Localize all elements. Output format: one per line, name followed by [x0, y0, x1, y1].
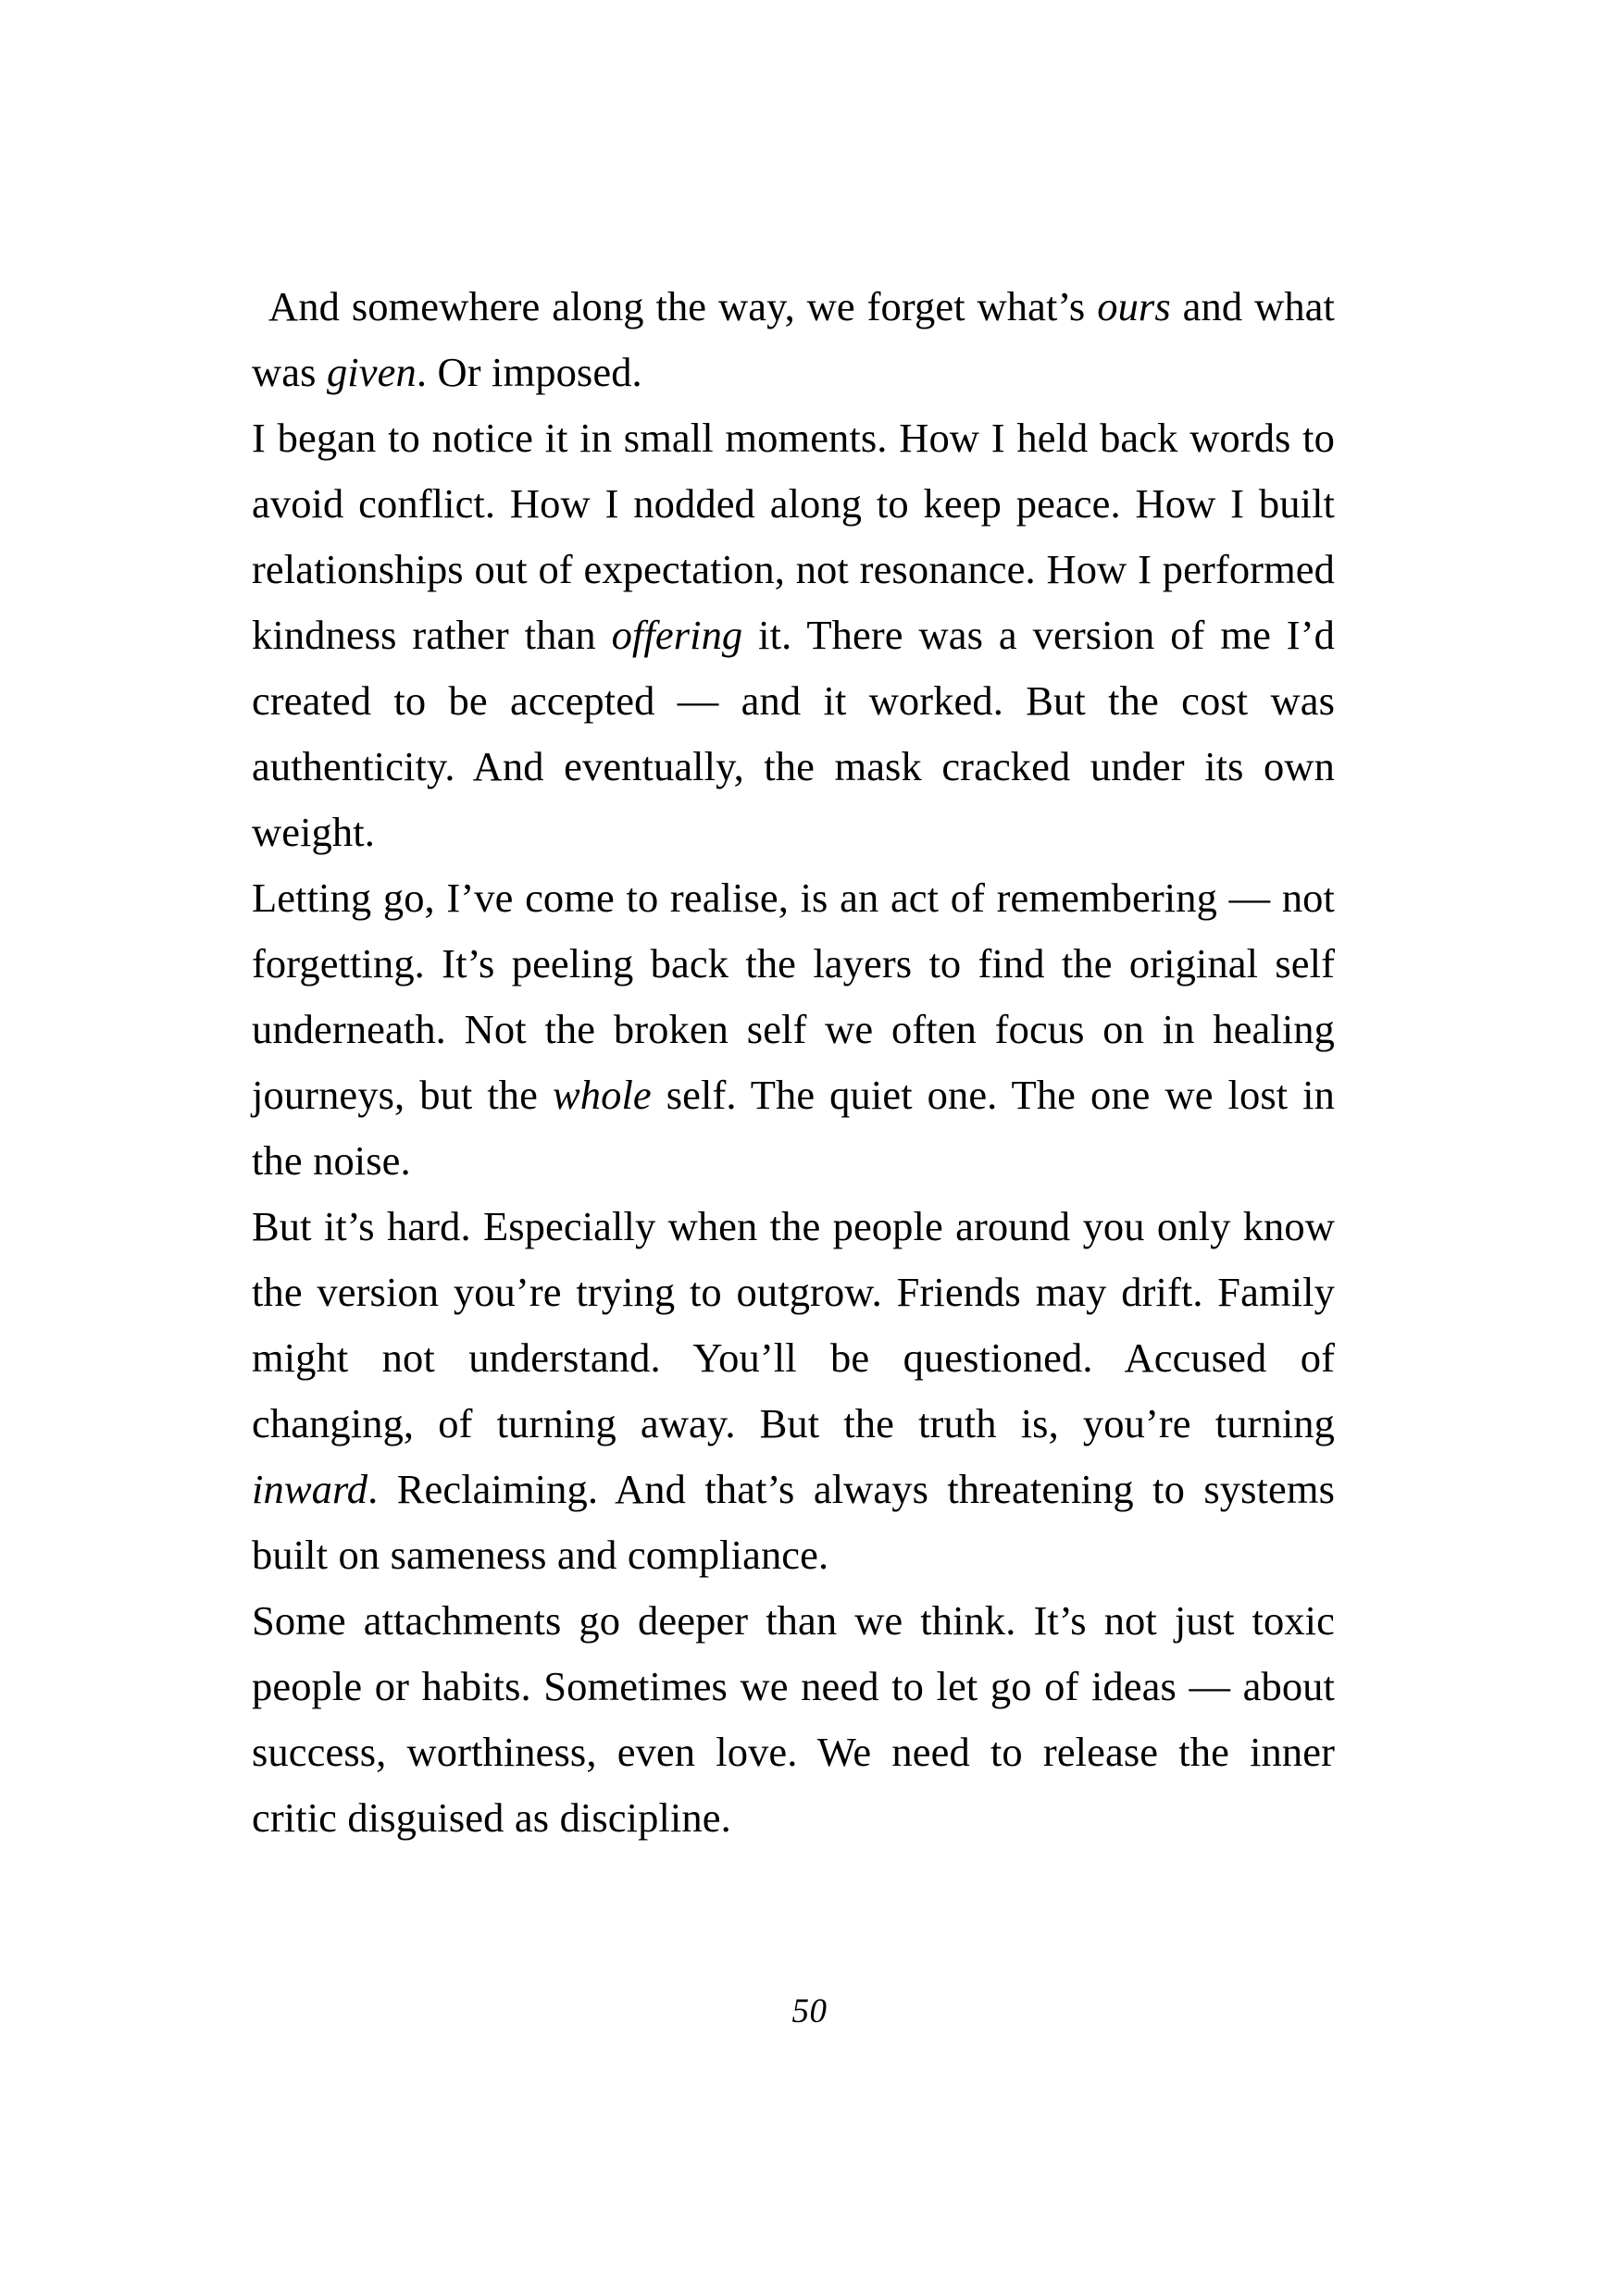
paragraph-2: [252, 405, 1335, 865]
page-text-block: [252, 274, 1335, 1851]
body-text: And somewhere along the way, we forget what’s: [268, 283, 1098, 329]
paragraph-5: [252, 1588, 1335, 1851]
emphasis-text: ours: [1097, 283, 1171, 329]
paragraph-1: [252, 274, 1335, 405]
body-text: . Or imposed.: [416, 349, 642, 395]
body-text: Letting go, I’ve come to realise, is an act of remembering — not forgetting. It’s peeling back the layers to find the original self underneath. Not the broken self we often focus on in healing journeys, but the: [252, 875, 1335, 1118]
page-number: 50: [791, 1992, 828, 2030]
body-text: . Reclaiming. And that’s always threatening to systems built on sameness and compliance.: [252, 1466, 1335, 1578]
paragraph-3: [252, 865, 1335, 1194]
body-text: and what was: [252, 283, 1335, 395]
emphasis-text: given: [326, 349, 417, 395]
emphasis-text: inward: [252, 1466, 368, 1512]
body-text: I began to notice it in small moments. How I held back words to avoid conflict. How I nodded along to keep peace. How I built relationships out of expectation, not resonance. How I performed kindness rather than: [252, 415, 1335, 658]
body-text: But it’s hard. Especially when the people around you only know the version you’re trying to outgrow. Friends may drift. Family might not understand. You’ll be questioned. Accused of changing, of turning away. But the truth is, you’re turning: [252, 1203, 1335, 1446]
emphasis-text: offering: [611, 612, 743, 658]
body-text: self. The quiet one. The one we lost in the noise.: [252, 1072, 1335, 1184]
emphasis-text: whole: [552, 1072, 652, 1118]
body-text: it. There was a version of me I’d created to be accepted — and it worked. But the cost was authenticity. And eventually, the mask cracked under its own weight.: [252, 612, 1335, 855]
body-text: Some attachments go deeper than we think. It’s not just toxic people or habits. Sometimes we need to let go of ideas — about success, worthiness, even love. We need to release the inner critic disguised as discipline.: [252, 1597, 1335, 1841]
paragraph-4: [252, 1194, 1335, 1588]
